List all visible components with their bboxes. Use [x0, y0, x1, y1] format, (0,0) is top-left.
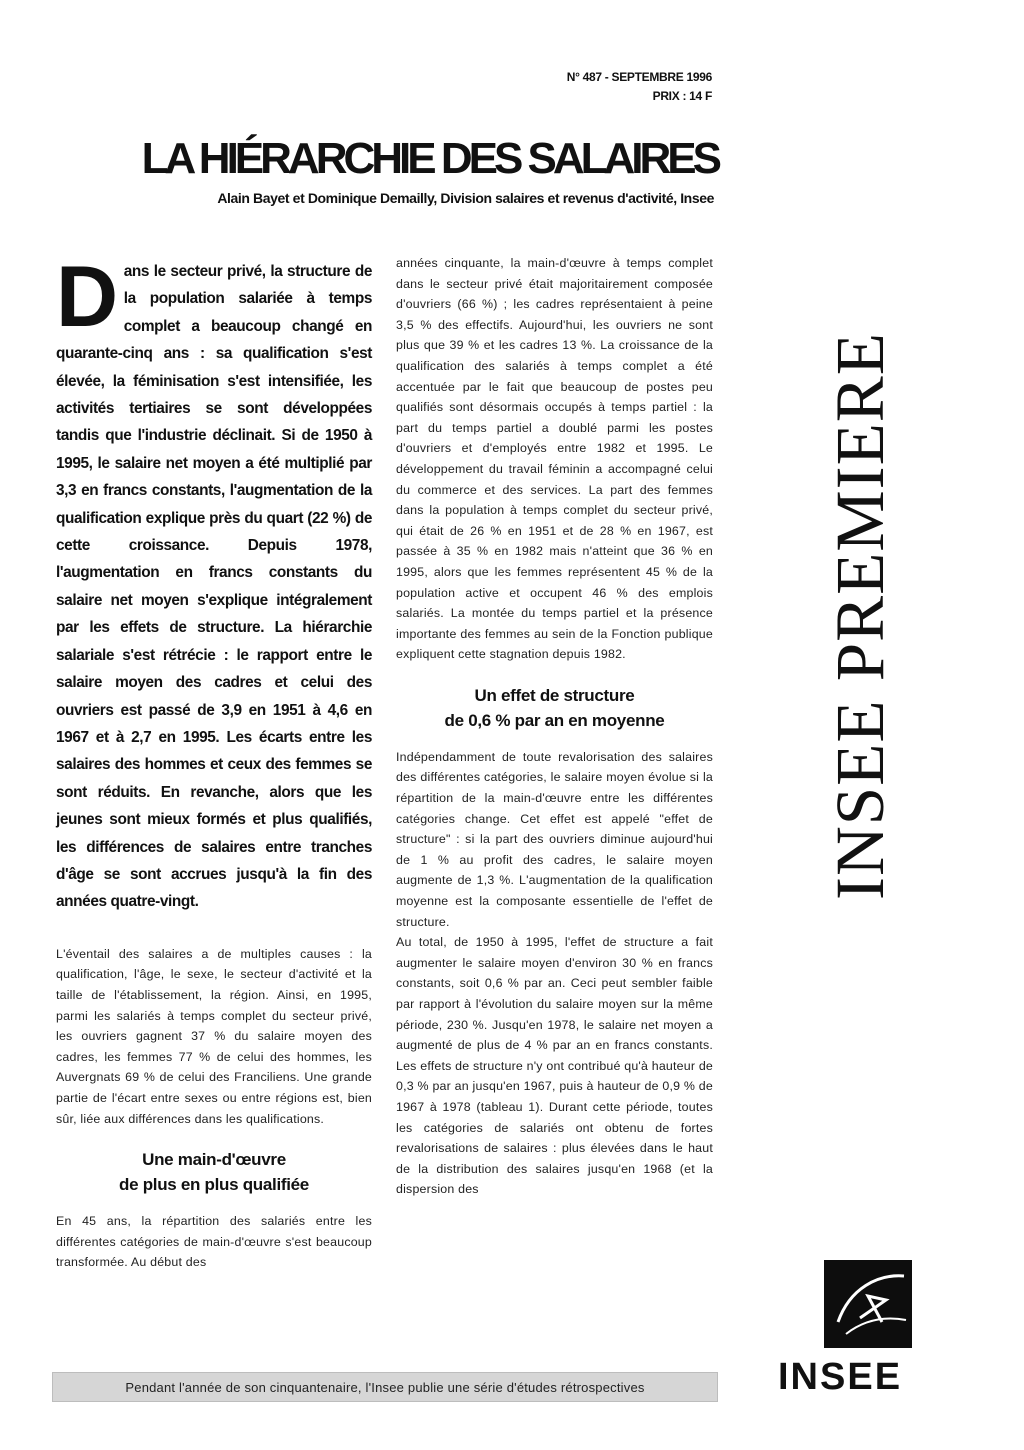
right-paragraph-2: Indépendamment de toute revalorisation des salaires des différentes catégories, le salaire moyen évolue si la répartition de la main-d'œuvre entre les différentes catégories change. Cet effet est appelé "effet de structure" : si la part des ouvriers diminue aujourd'hui de 1 % au profit des cadres, le salaire moyen augmente de 1,3 %. L'augmentation de la qualification moyenne est la composante essentielle de l'effet de structure.: [396, 749, 713, 929]
insee-logo-mark: [824, 1260, 912, 1348]
right-subheading: [396, 683, 713, 733]
insee-logo-icon: [824, 1260, 912, 1348]
right-subheading-line1: Un effet de structure: [474, 685, 635, 705]
right-subheading-line2: de 0,6 % par an en moyenne: [444, 710, 665, 730]
right-column: [396, 253, 713, 1200]
insee-wordmark: INSEE: [778, 1356, 903, 1398]
drop-cap: D: [56, 249, 118, 345]
authors-line: Alain Bayet et Dominique Demailly, Division salaires et revenus d'activité, Insee: [217, 190, 714, 206]
issue-number: N° 487 - SEPTEMBRE 1996: [566, 70, 712, 84]
left-paragraph-1: L'éventail des salaires a de multiples causes : la qualification, l'âge, le sexe, le secteur d'activité et la taille de l'établissement, la région. Ainsi, en 1995, parmi les salariés à temps complet du secteur privé, les ouvriers gagnent 37 % du salaire moyen des cadres, les femmes 77 % de celui des hommes, les Auvergnats 69 % de celui des Franciliens. Une grande partie de l'écart entre sexes ou entre régions est, bien sûr, liée aux différences dans les qualifications.: [56, 946, 372, 1126]
page-title: LA HIÉRARCHIE DES SALAIRES: [141, 134, 718, 183]
lead-paragraph: [56, 249, 372, 916]
lead-text: ans le secteur privé, la structure de la population salariée à temps complet a beaucoup changé en quarante-cinq ans : sa qualification s'est élevée, la féminisation s'est intensifiée, les activités tertiaires se sont développées tandis que l'industrie déclinait. Si de 1950 à 1995, le salaire net moyen a été multiplié par 3,3 en francs constants, l'augmentation de la qualification explique près du quart (22 %) de cette croissance. Depuis 1978, l'augmentation en francs constants du salaire net moyen s'explique intégralement par les effets de structure. La hiérarchie salariale s'est rétrécie : le rapport entre le salaire moyen des cadres et celui des ouvriers est passé de 3,9 en 1951 à 4,6 en 1967 et à 2,7 en 1995. Les écarts entre les salaires des hommes et ceux des femmes se sont réduits. En revanche, alors que les jeunes sont mieux formés et plus qualifiés, les différences de salaires entre tranches d'âge se sont accrues jusqu'à la fin des années quatre-vingt.: [56, 263, 372, 911]
right-paragraph-1: années cinquante, la main-d'œuvre à temps complet dans le secteur privé était majoritairement composée d'ouvriers (66 %) ; les cadres représentaient à peine 3,5 % des effectifs. Aujourd'hui, les ouvriers ne sont plus que 39 % et les cadres 13 %. La croissance de la qualification des salariés à temps complet a été accentuée par le fait que beaucoup de postes peu qualifiés sont désormais occupés à temps partiel : la part du temps partiel a doublé parmi les postes d'ouvriers et d'employés entre 1982 et 1995. Le développement du travail féminin a accompagné celui du commerce et des services. La part des femmes dans la population à temps complet du secteur privé, qui était de 26 % en 1951 et de 28 % en 1967, est passée à 35 % en 1982 mais n'atteint que 36 % en 1995, alors que les femmes représentent 45 % de la population active et occupent 46 % des emplois salariés. La montée du temps partiel et la présence importante des femmes au sein de la Fonction publique expliquent cette stagnation depuis 1982.: [396, 256, 713, 662]
left-subheading: [56, 1147, 372, 1197]
left-subheading-line2: de plus en plus qualifiée: [119, 1175, 309, 1195]
left-column: [56, 249, 372, 1273]
right-paragraph-3: Au total, de 1950 à 1995, l'effet de structure a fait augmenter le salaire moyen d'environ 30 % en francs constants, soit 0,6 % par an. Ceci peut sembler faible par rapport à l'évolution du salaire moyen sur la même période, 230 %. Jusqu'en 1978, le salaire net moyen a augmenté de plus de 4 % par an en francs constants. Les effets de structure n'y ont contribué qu'à hauteur de 0,3 % par an jusqu'en 1967, puis à hauteur de 0,9 % de 1967 à 1978 (tableau 1). Durant cette période, toutes les catégories de salariés ont obtenu de fortes revalorisations de salaires : plus élevées dans le haut de la distribution des salaires jusqu'en 1968 (et la dispersion des: [396, 935, 713, 1197]
left-subheading-line1: Une main-d'œuvre: [142, 1150, 286, 1170]
series-title: INSEE PREMIERE: [822, 332, 898, 900]
issue-info: [567, 68, 712, 106]
footer-banner: [52, 1372, 718, 1402]
footer-text: Pendant l'année de son cinquantenaire, l'Insee publie une série d'études rétrospectives: [125, 1379, 645, 1395]
left-paragraph-2: En 45 ans, la répartition des salariés entre les différentes catégories de main-d'œuvre s'est beaucoup transformée. Au début des: [56, 1214, 372, 1270]
issue-price: PRIX : 14 F: [652, 89, 712, 103]
